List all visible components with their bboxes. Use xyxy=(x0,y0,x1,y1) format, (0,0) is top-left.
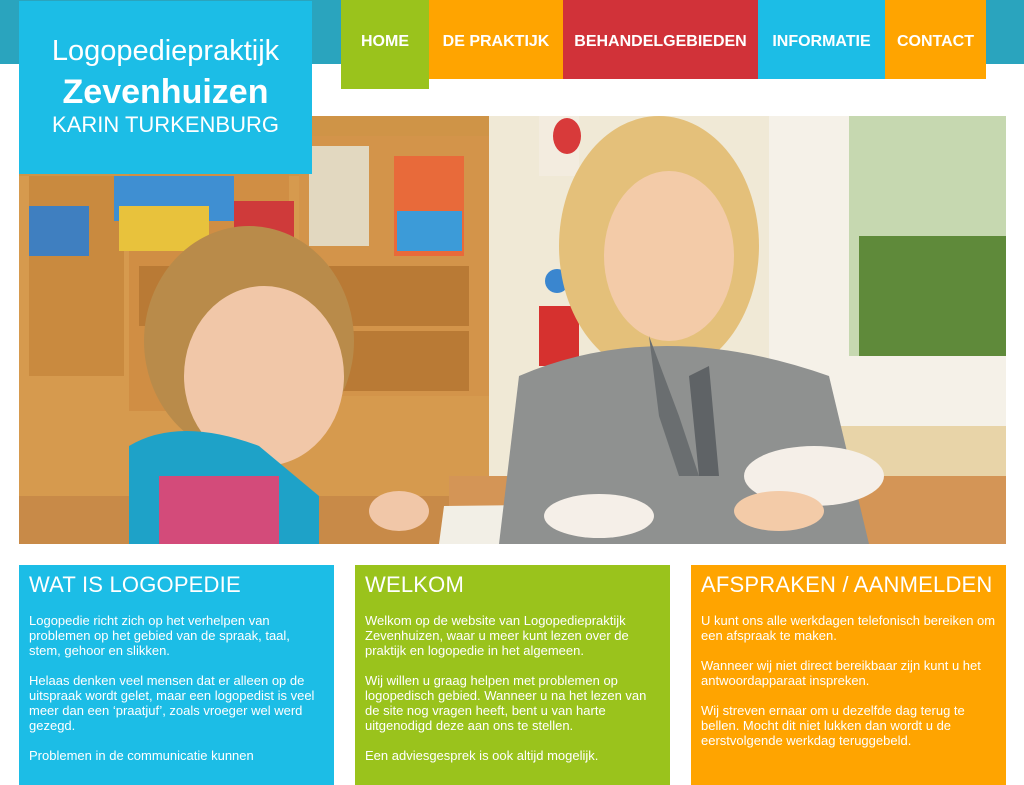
card-paragraph: Een adviesgesprek is ook altijd mogelijk. xyxy=(365,748,599,763)
card-body xyxy=(701,613,996,763)
site-title-line1: Logopediepraktijk xyxy=(51,35,280,67)
nav-item-behandelgebieden[interactable] xyxy=(563,0,758,79)
card-paragraph: Welkom op de website van Logopediepraktijk Zevenhuizen, waar u meer kunt lezen over de praktijk en logopedie in het algemeen. xyxy=(365,613,629,658)
card-paragraph: Problemen in de communicatie kunnen xyxy=(29,748,254,763)
card-welkom xyxy=(355,565,670,785)
nav-item-de-praktijk[interactable] xyxy=(429,0,563,79)
site-title-line3: KARIN TURKENBURG xyxy=(52,112,279,137)
nav-item-informatie[interactable] xyxy=(758,0,885,79)
site-logo[interactable] xyxy=(19,1,312,174)
nav-item-label: BEHANDELGEBIEDEN xyxy=(574,33,747,50)
nav-item-contact[interactable] xyxy=(885,0,986,79)
card-paragraph: Helaas denken veel mensen dat er alleen op de uitspraak wordt gelet, maar een logopedist is veel meer dan een ‘praatjuf’, zoals vroeger wel werd gezegd. xyxy=(29,673,315,733)
site-title-line2: Zevenhuizen xyxy=(62,73,269,111)
card-paragraph: Wanneer wij niet direct bereikbaar zijn kunt u het antwoordapparaat inspreken. xyxy=(701,658,981,688)
card-title: AFSPRAKEN / AANMELDEN xyxy=(701,572,993,597)
card-body xyxy=(365,613,660,778)
nav-item-label: DE PRAKTIJK xyxy=(442,33,550,50)
nav-item-home[interactable] xyxy=(341,0,429,89)
nav-item-label: CONTACT xyxy=(896,33,975,50)
card-afspraken-aanmelden xyxy=(691,565,1006,785)
nav-item-label: INFORMATIE xyxy=(772,33,871,50)
hero-photo xyxy=(19,116,1006,544)
card-title: WAT IS LOGOPEDIE xyxy=(29,572,241,597)
hero-photo-illustration xyxy=(19,116,1006,544)
card-title: WELKOM xyxy=(365,572,464,597)
card-paragraph: U kunt ons alle werkdagen telefonisch bereiken om een afspraak te maken. xyxy=(701,613,996,643)
card-wat-is-logopedie xyxy=(19,565,334,785)
card-paragraph: Logopedie richt zich op het verhelpen van problemen op het gebied van de spraak, taal, stem, gehoor en slikken. xyxy=(29,613,290,658)
nav-item-label: HOME xyxy=(361,33,409,50)
card-paragraph: Wij streven ernaar om u dezelfde dag terug te bellen. Mocht dit niet lukken dan wordt u de eerstvolgende werkdag teruggebeld. xyxy=(701,703,965,748)
card-paragraph: Wij willen u graag helpen met problemen op logopedisch gebied. Wanneer u na het lezen van de site nog vragen heeft, bent u van harte uitgenodigd deze aan ons te stellen. xyxy=(365,673,647,733)
card-body xyxy=(29,613,324,778)
